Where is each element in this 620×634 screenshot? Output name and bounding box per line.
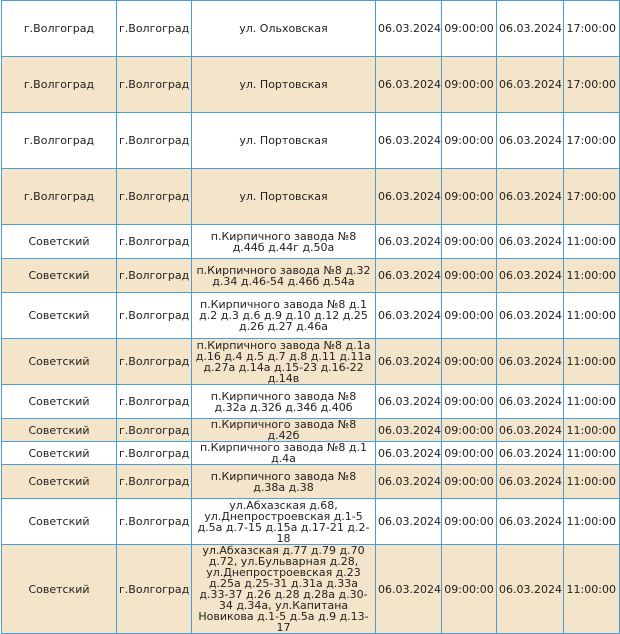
city-cell: г.Волгоград <box>117 225 192 259</box>
address-cell: п.Кирпичного завода №8 д.38а д.38 <box>192 465 376 499</box>
end-time-cell: 11:00:00 <box>564 419 620 442</box>
table-row <box>2 169 620 225</box>
end-time-cell: 11:00:00 <box>564 385 620 419</box>
city-cell: г.Волгоград <box>117 339 192 385</box>
district-cell: г.Волгоград <box>2 57 117 113</box>
end-date-cell: 06.03.2024 <box>497 419 564 442</box>
table-row <box>2 545 620 634</box>
address-cell: п.Кирпичного завода №8 д.1а д.16 д.4 д.5 д.7 д.8 д.11 д.11а д.27а д.14а д.15-23 д.16-22 д.14в <box>192 339 376 385</box>
district-cell: Советский <box>2 339 117 385</box>
district-cell: Советский <box>2 385 117 419</box>
start-time-cell: 09:00:00 <box>442 419 497 442</box>
outage-schedule-table <box>1 0 620 634</box>
address-cell: ул. Портовская <box>192 57 376 113</box>
address-cell: ул. Портовская <box>192 169 376 225</box>
start-date-cell: 06.03.2024 <box>376 1 442 57</box>
address-cell: ул. Ольховская <box>192 1 376 57</box>
start-date-cell: 06.03.2024 <box>376 169 442 225</box>
start-time-cell: 09:00:00 <box>442 293 497 339</box>
start-date-cell: 06.03.2024 <box>376 419 442 442</box>
start-time-cell: 09:00:00 <box>442 169 497 225</box>
start-date-cell: 06.03.2024 <box>376 293 442 339</box>
end-date-cell: 06.03.2024 <box>497 1 564 57</box>
district-cell: Советский <box>2 545 117 634</box>
end-time-cell: 11:00:00 <box>564 465 620 499</box>
start-time-cell: 09:00:00 <box>442 499 497 545</box>
start-date-cell: 06.03.2024 <box>376 113 442 169</box>
start-date-cell: 06.03.2024 <box>376 499 442 545</box>
address-cell: п.Кирпичного завода №8 д.42б <box>192 419 376 442</box>
city-cell: г.Волгоград <box>117 385 192 419</box>
district-cell: Советский <box>2 442 117 465</box>
table-row <box>2 465 620 499</box>
end-time-cell: 11:00:00 <box>564 442 620 465</box>
district-cell: Советский <box>2 499 117 545</box>
start-time-cell: 09:00:00 <box>442 465 497 499</box>
table-row <box>2 385 620 419</box>
start-time-cell: 09:00:00 <box>442 57 497 113</box>
table-row <box>2 419 620 442</box>
city-cell: г.Волгоград <box>117 499 192 545</box>
start-time-cell: 09:00:00 <box>442 259 497 293</box>
start-date-cell: 06.03.2024 <box>376 57 442 113</box>
table-row <box>2 293 620 339</box>
table-row <box>2 225 620 259</box>
end-time-cell: 11:00:00 <box>564 293 620 339</box>
end-date-cell: 06.03.2024 <box>497 113 564 169</box>
district-cell: г.Волгоград <box>2 113 117 169</box>
start-date-cell: 06.03.2024 <box>376 385 442 419</box>
city-cell: г.Волгоград <box>117 293 192 339</box>
table-row <box>2 339 620 385</box>
address-cell: п.Кирпичного завода №8 д.1 д.2 д.3 д.6 д.9 д.10 д.12 д.25 д.26 д.27 д.46а <box>192 293 376 339</box>
city-cell: г.Волгоград <box>117 465 192 499</box>
city-cell: г.Волгоград <box>117 442 192 465</box>
table-row <box>2 57 620 113</box>
address-cell: ул.Абхазская д.68, ул.Днепростроевская д.1-5 д.5а д.7-15 д.15а д.17-21 д.2-18 <box>192 499 376 545</box>
table-row <box>2 113 620 169</box>
end-date-cell: 06.03.2024 <box>497 442 564 465</box>
end-date-cell: 06.03.2024 <box>497 169 564 225</box>
end-time-cell: 11:00:00 <box>564 339 620 385</box>
city-cell: г.Волгоград <box>117 1 192 57</box>
end-time-cell: 11:00:00 <box>564 545 620 634</box>
start-time-cell: 09:00:00 <box>442 1 497 57</box>
end-date-cell: 06.03.2024 <box>497 225 564 259</box>
end-time-cell: 11:00:00 <box>564 225 620 259</box>
end-date-cell: 06.03.2024 <box>497 385 564 419</box>
district-cell: г.Волгоград <box>2 169 117 225</box>
start-time-cell: 09:00:00 <box>442 545 497 634</box>
district-cell: г.Волгоград <box>2 1 117 57</box>
end-time-cell: 17:00:00 <box>564 169 620 225</box>
start-time-cell: 09:00:00 <box>442 442 497 465</box>
address-cell: ул. Портовская <box>192 113 376 169</box>
start-time-cell: 09:00:00 <box>442 225 497 259</box>
district-cell: Советский <box>2 465 117 499</box>
end-date-cell: 06.03.2024 <box>497 293 564 339</box>
end-time-cell: 17:00:00 <box>564 1 620 57</box>
district-cell: Советский <box>2 259 117 293</box>
address-cell: п.Кирпичного завода №8 д.44б д.44г д.50а <box>192 225 376 259</box>
city-cell: г.Волгоград <box>117 259 192 293</box>
end-time-cell: 17:00:00 <box>564 113 620 169</box>
city-cell: г.Волгоград <box>117 57 192 113</box>
start-date-cell: 06.03.2024 <box>376 339 442 385</box>
end-time-cell: 17:00:00 <box>564 57 620 113</box>
table-row <box>2 499 620 545</box>
end-date-cell: 06.03.2024 <box>497 465 564 499</box>
start-time-cell: 09:00:00 <box>442 339 497 385</box>
address-cell: п.Кирпичного завода №8 д.32 д.34 д.46-54 д.46б д.54а <box>192 259 376 293</box>
start-time-cell: 09:00:00 <box>442 113 497 169</box>
address-cell: ул.Абхазская д.77 д.79 д.70 д.72, ул.Бульварная д.28, ул.Днепростроевская д.23 д.25а д.25-31 д.31а д.33а д.33-37 д.26 д.28 д.28а д.30-34 д.34а, ул.Капитана Новикова д.1-5 д.5а д.9 д.13-17 <box>192 545 376 634</box>
end-date-cell: 06.03.2024 <box>497 57 564 113</box>
city-cell: г.Волгоград <box>117 419 192 442</box>
start-date-cell: 06.03.2024 <box>376 465 442 499</box>
district-cell: Советский <box>2 225 117 259</box>
end-time-cell: 11:00:00 <box>564 499 620 545</box>
start-date-cell: 06.03.2024 <box>376 545 442 634</box>
end-date-cell: 06.03.2024 <box>497 259 564 293</box>
start-date-cell: 06.03.2024 <box>376 225 442 259</box>
city-cell: г.Волгоград <box>117 169 192 225</box>
end-date-cell: 06.03.2024 <box>497 499 564 545</box>
table-row <box>2 442 620 465</box>
end-date-cell: 06.03.2024 <box>497 339 564 385</box>
district-cell: Советский <box>2 293 117 339</box>
start-date-cell: 06.03.2024 <box>376 259 442 293</box>
city-cell: г.Волгоград <box>117 545 192 634</box>
city-cell: г.Волгоград <box>117 113 192 169</box>
district-cell: Советский <box>2 419 117 442</box>
end-time-cell: 11:00:00 <box>564 259 620 293</box>
end-date-cell: 06.03.2024 <box>497 545 564 634</box>
start-time-cell: 09:00:00 <box>442 385 497 419</box>
start-date-cell: 06.03.2024 <box>376 442 442 465</box>
address-cell: п.Кирпичного завода №8 д.1 д.4а <box>192 442 376 465</box>
table-row <box>2 1 620 57</box>
table-row <box>2 259 620 293</box>
address-cell: п.Кирпичного завода №8 д.32а д.32б д.34б д.40б <box>192 385 376 419</box>
